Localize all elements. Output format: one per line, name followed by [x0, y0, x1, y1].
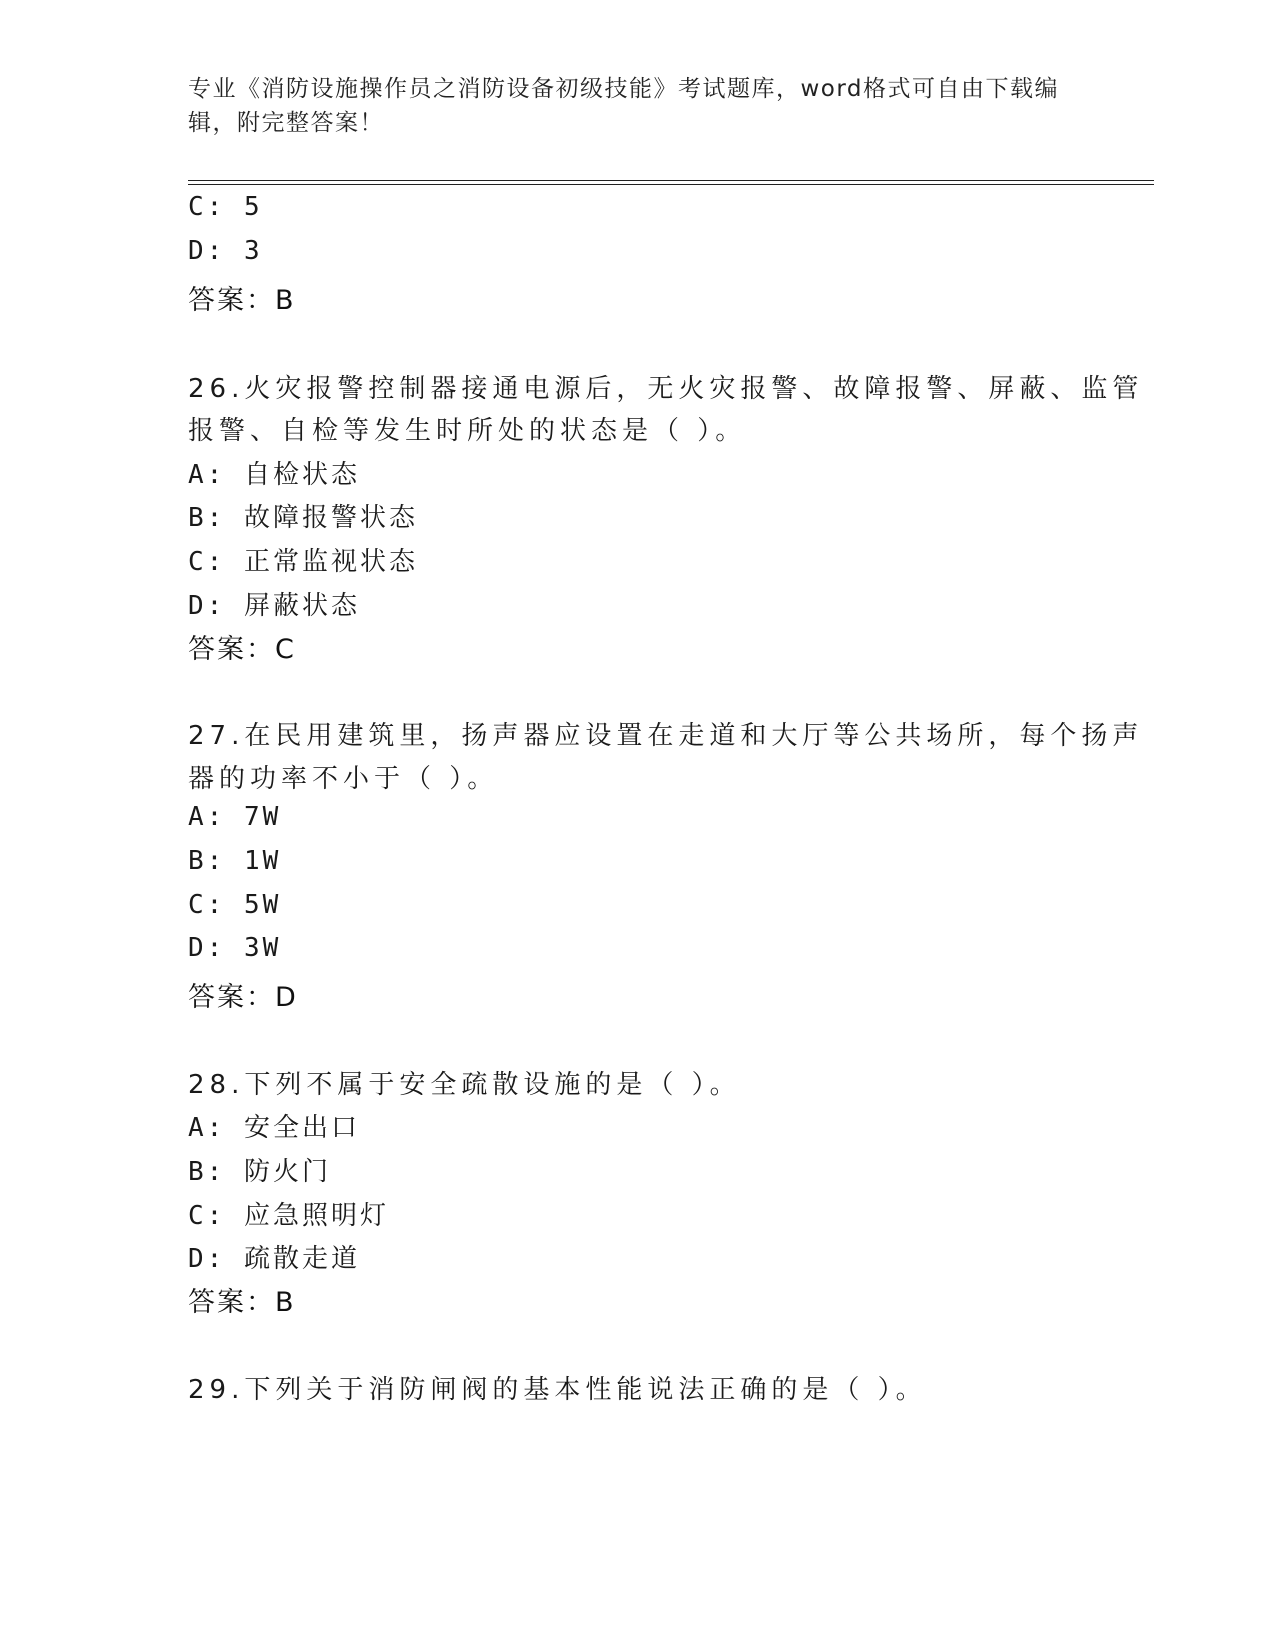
q26-option-d: D: 屏蔽状态 [188, 591, 360, 621]
document-header [188, 72, 1088, 140]
q26-stem-line-2: 报警、自检等发生时所处的状态是（ ）。 [188, 416, 747, 446]
q27-option-c: C: 5W [188, 890, 282, 920]
q28-option-d: D: 疏散走道 [188, 1244, 360, 1274]
header-line-2: 辑，附完整答案！ [188, 110, 384, 136]
prev-option-c: C: 5 [188, 192, 263, 222]
q27-stem-line-2: 器的功率不小于（ ）。 [188, 764, 499, 794]
q26-stem-line-1: 26.火灾报警控制器接通电源后，无火灾报警、故障报警、屏蔽、监管 [188, 374, 1144, 404]
q29-stem-line-1: 29.下列关于消防闸阀的基本性能说法正确的是（ ）。 [188, 1375, 927, 1405]
q28-stem-line-1: 28.下列不属于安全疏散设施的是（ ）。 [188, 1070, 741, 1100]
q27-stem-line-1: 27.在民用建筑里，扬声器应设置在走道和大厅等公共场所，每个扬声 [188, 721, 1144, 751]
q27-option-b: B: 1W [188, 846, 282, 876]
q26-option-a: A: 自检状态 [188, 460, 360, 490]
prev-answer: 答案：B [188, 285, 296, 316]
header-rule-bottom [188, 184, 1154, 185]
q26-answer: 答案：C [188, 634, 296, 665]
q26-option-c: C: 正常监视状态 [188, 547, 418, 577]
prev-option-d: D: 3 [188, 236, 263, 266]
q28-option-c: C: 应急照明灯 [188, 1201, 389, 1231]
q26-option-b: B: 故障报警状态 [188, 503, 418, 533]
q28-option-b: B: 防火门 [188, 1157, 331, 1187]
q27-answer: 答案：D [188, 982, 298, 1013]
q28-answer: 答案：B [188, 1287, 296, 1318]
q27-option-a: A: 7W [188, 802, 282, 832]
q27-option-d: D: 3W [188, 933, 282, 963]
header-line-1: 专业《消防设施操作员之消防设备初级技能》考试题库，word格式可自由下载编 [188, 76, 1060, 102]
header-rule-top [188, 180, 1154, 181]
q28-option-a: A: 安全出口 [188, 1113, 360, 1143]
